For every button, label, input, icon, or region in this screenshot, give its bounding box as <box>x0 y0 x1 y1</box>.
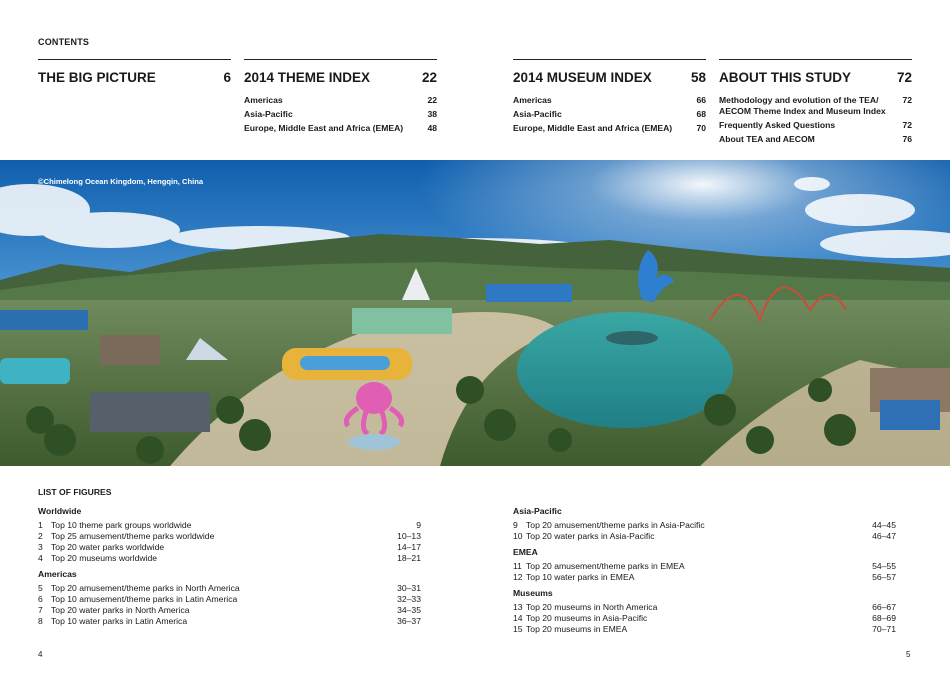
toc-item-label: Asia-Pacific <box>244 108 293 119</box>
figure-page: 54–55 <box>872 561 896 571</box>
toc-heading[interactable] <box>513 70 706 85</box>
figure-number: 4 <box>38 553 43 563</box>
figure-number: 1 <box>38 520 43 530</box>
figure-row[interactable] <box>38 616 421 627</box>
toc-item-label: Europe, Middle East and Africa (EMEA) <box>513 122 673 133</box>
figure-row[interactable] <box>513 624 896 635</box>
figure-group-americas <box>38 569 421 627</box>
toc-column-theme-index <box>244 59 437 136</box>
toc-heading-page: 6 <box>223 70 231 85</box>
figure-row[interactable] <box>513 602 896 613</box>
figure-label: Top 20 amusement/theme parks in North America <box>51 583 240 593</box>
toc-item-page: 70 <box>696 122 706 133</box>
figure-row[interactable] <box>513 572 896 583</box>
figure-number: 10 <box>513 531 523 541</box>
toc-heading-title: THE BIG PICTURE <box>38 70 156 85</box>
toc-item[interactable] <box>244 109 437 120</box>
toc-item-page: 48 <box>427 122 437 133</box>
toc-item[interactable] <box>719 120 912 131</box>
figure-row[interactable] <box>513 561 896 572</box>
figure-row[interactable] <box>513 613 896 624</box>
toc-item-label: About TEA and AECOM <box>719 133 815 144</box>
toc-item[interactable] <box>244 123 437 134</box>
figure-section-title: EMEA <box>513 547 538 557</box>
figure-label: Top 20 amusement/theme parks in Asia-Pacific <box>526 520 705 530</box>
figure-number: 5 <box>38 583 43 593</box>
figure-number: 2 <box>38 531 43 541</box>
toc-item-page: 66 <box>696 95 706 105</box>
toc-heading-page: 58 <box>690 70 706 85</box>
figure-row[interactable] <box>513 520 896 531</box>
figure-page: 34–35 <box>397 605 421 615</box>
toc-column-about-study <box>719 59 912 147</box>
toc-heading[interactable] <box>244 70 437 85</box>
figure-label: Top 10 water parks in EMEA <box>526 572 635 582</box>
figure-page: 10–13 <box>397 531 421 541</box>
figure-group-museums <box>513 588 896 635</box>
figure-section-title: Museums <box>513 588 553 598</box>
figure-group-asia-pacific <box>513 506 896 542</box>
toc-heading-page: 22 <box>421 70 437 85</box>
figure-section-title: Americas <box>38 569 77 579</box>
toc-item-label: Europe, Middle East and Africa (EMEA) <box>244 122 404 133</box>
figure-row[interactable] <box>38 520 421 531</box>
toc-item[interactable] <box>244 95 437 106</box>
figure-row[interactable] <box>38 583 421 594</box>
figure-label: Top 20 amusement/theme parks in EMEA <box>526 561 685 571</box>
figure-number: 13 <box>513 602 523 612</box>
pool <box>0 358 70 384</box>
figure-page: 70–71 <box>872 624 896 634</box>
lagoon <box>517 312 733 428</box>
toc-heading[interactable] <box>719 70 912 85</box>
park-panorama-illustration <box>0 160 950 466</box>
toc-item-page: 68 <box>696 108 706 119</box>
toc-item-page: 72 <box>902 95 912 105</box>
contents-label: CONTENTS <box>38 37 90 47</box>
toc-column-museum-index <box>513 59 706 136</box>
figure-row[interactable] <box>38 553 421 564</box>
figure-label: Top 10 water parks in Latin America <box>51 616 188 626</box>
figure-label: Top 20 museums in North America <box>526 602 658 612</box>
figure-label: Top 20 museums in Asia-Pacific <box>526 613 648 623</box>
figure-page: 30–31 <box>397 583 421 593</box>
toc-heading-title: 2014 MUSEUM INDEX <box>513 70 652 85</box>
list-of-figures-label: LIST OF FIGURES <box>38 487 112 497</box>
figure-page: 44–45 <box>872 520 896 530</box>
toc-item[interactable] <box>513 123 706 134</box>
figures-column-left <box>38 506 421 632</box>
figure-group-worldwide <box>38 506 421 564</box>
page-number-left: 4 <box>38 650 43 659</box>
toc-heading[interactable] <box>38 70 231 85</box>
figure-row[interactable] <box>513 531 896 542</box>
figure-page: 68–69 <box>872 613 896 623</box>
figure-label: Top 10 theme park groups worldwide <box>51 520 192 530</box>
figure-label: Top 20 water parks in Asia-Pacific <box>526 531 655 541</box>
figure-number: 9 <box>513 520 518 530</box>
photo-caption: ©Chimelong Ocean Kingdom, Hengqin, China <box>38 177 204 186</box>
figure-page: 56–57 <box>872 572 896 582</box>
toc-item-label: Asia-Pacific <box>513 108 562 119</box>
toc-item[interactable] <box>719 134 912 145</box>
figure-number: 6 <box>38 594 43 604</box>
toc-column-big-picture <box>38 59 231 95</box>
figure-label: Top 20 museums worldwide <box>51 553 158 563</box>
figure-label: Top 25 amusement/theme parks worldwide <box>51 531 215 541</box>
figure-number: 14 <box>513 613 523 623</box>
park-panorama-photo <box>0 160 950 466</box>
toc-item[interactable] <box>513 95 706 106</box>
toc-item-label: Americas <box>513 95 552 105</box>
figure-number: 7 <box>38 605 43 615</box>
figure-page: 36–37 <box>397 616 421 626</box>
figure-row[interactable] <box>38 531 421 542</box>
figure-number: 12 <box>513 572 523 582</box>
figure-page: 9 <box>416 520 421 530</box>
toc-item-label: Americas <box>244 95 283 105</box>
toc-item-page: 72 <box>902 119 912 130</box>
toc-item[interactable] <box>513 109 706 120</box>
figure-row[interactable] <box>38 542 421 553</box>
figure-label: Top 20 water parks worldwide <box>51 542 165 552</box>
figure-row[interactable] <box>38 605 421 616</box>
toc-item[interactable] <box>719 95 912 117</box>
toc-item-page: 22 <box>427 95 437 105</box>
figures-column-right <box>513 506 896 640</box>
page-number-right: 5 <box>906 650 911 659</box>
figure-label: Top 20 museums in EMEA <box>526 624 628 634</box>
toc-item-page: 38 <box>427 108 437 119</box>
figure-page: 32–33 <box>397 594 421 604</box>
figure-page: 14–17 <box>397 542 421 552</box>
figure-page: 66–67 <box>872 602 896 612</box>
toc-item-label: Frequently Asked Questions <box>719 119 836 130</box>
figure-number: 11 <box>513 561 522 571</box>
toc-heading-title: 2014 THEME INDEX <box>244 70 371 85</box>
figure-page: 18–21 <box>397 553 421 563</box>
toc-heading-page: 72 <box>896 70 912 85</box>
toc-item-page: 76 <box>902 133 912 144</box>
figure-section-title: Asia-Pacific <box>513 506 562 516</box>
figure-page: 46–47 <box>872 531 896 541</box>
figure-section-title: Worldwide <box>38 506 82 516</box>
figure-number: 3 <box>38 542 43 552</box>
figure-label: Top 10 amusement/theme parks in Latin America <box>51 594 238 604</box>
figure-group-emea <box>513 547 896 583</box>
toc-heading-title: ABOUT THIS STUDY <box>719 70 852 85</box>
toc-item-label: Methodology and evolution of the TEA/ AECOM Theme Index and Museum Index <box>719 95 886 116</box>
figure-number: 8 <box>38 616 43 626</box>
figure-number: 15 <box>513 624 523 634</box>
figure-row[interactable] <box>38 594 421 605</box>
figure-label: Top 20 water parks in North America <box>51 605 190 615</box>
